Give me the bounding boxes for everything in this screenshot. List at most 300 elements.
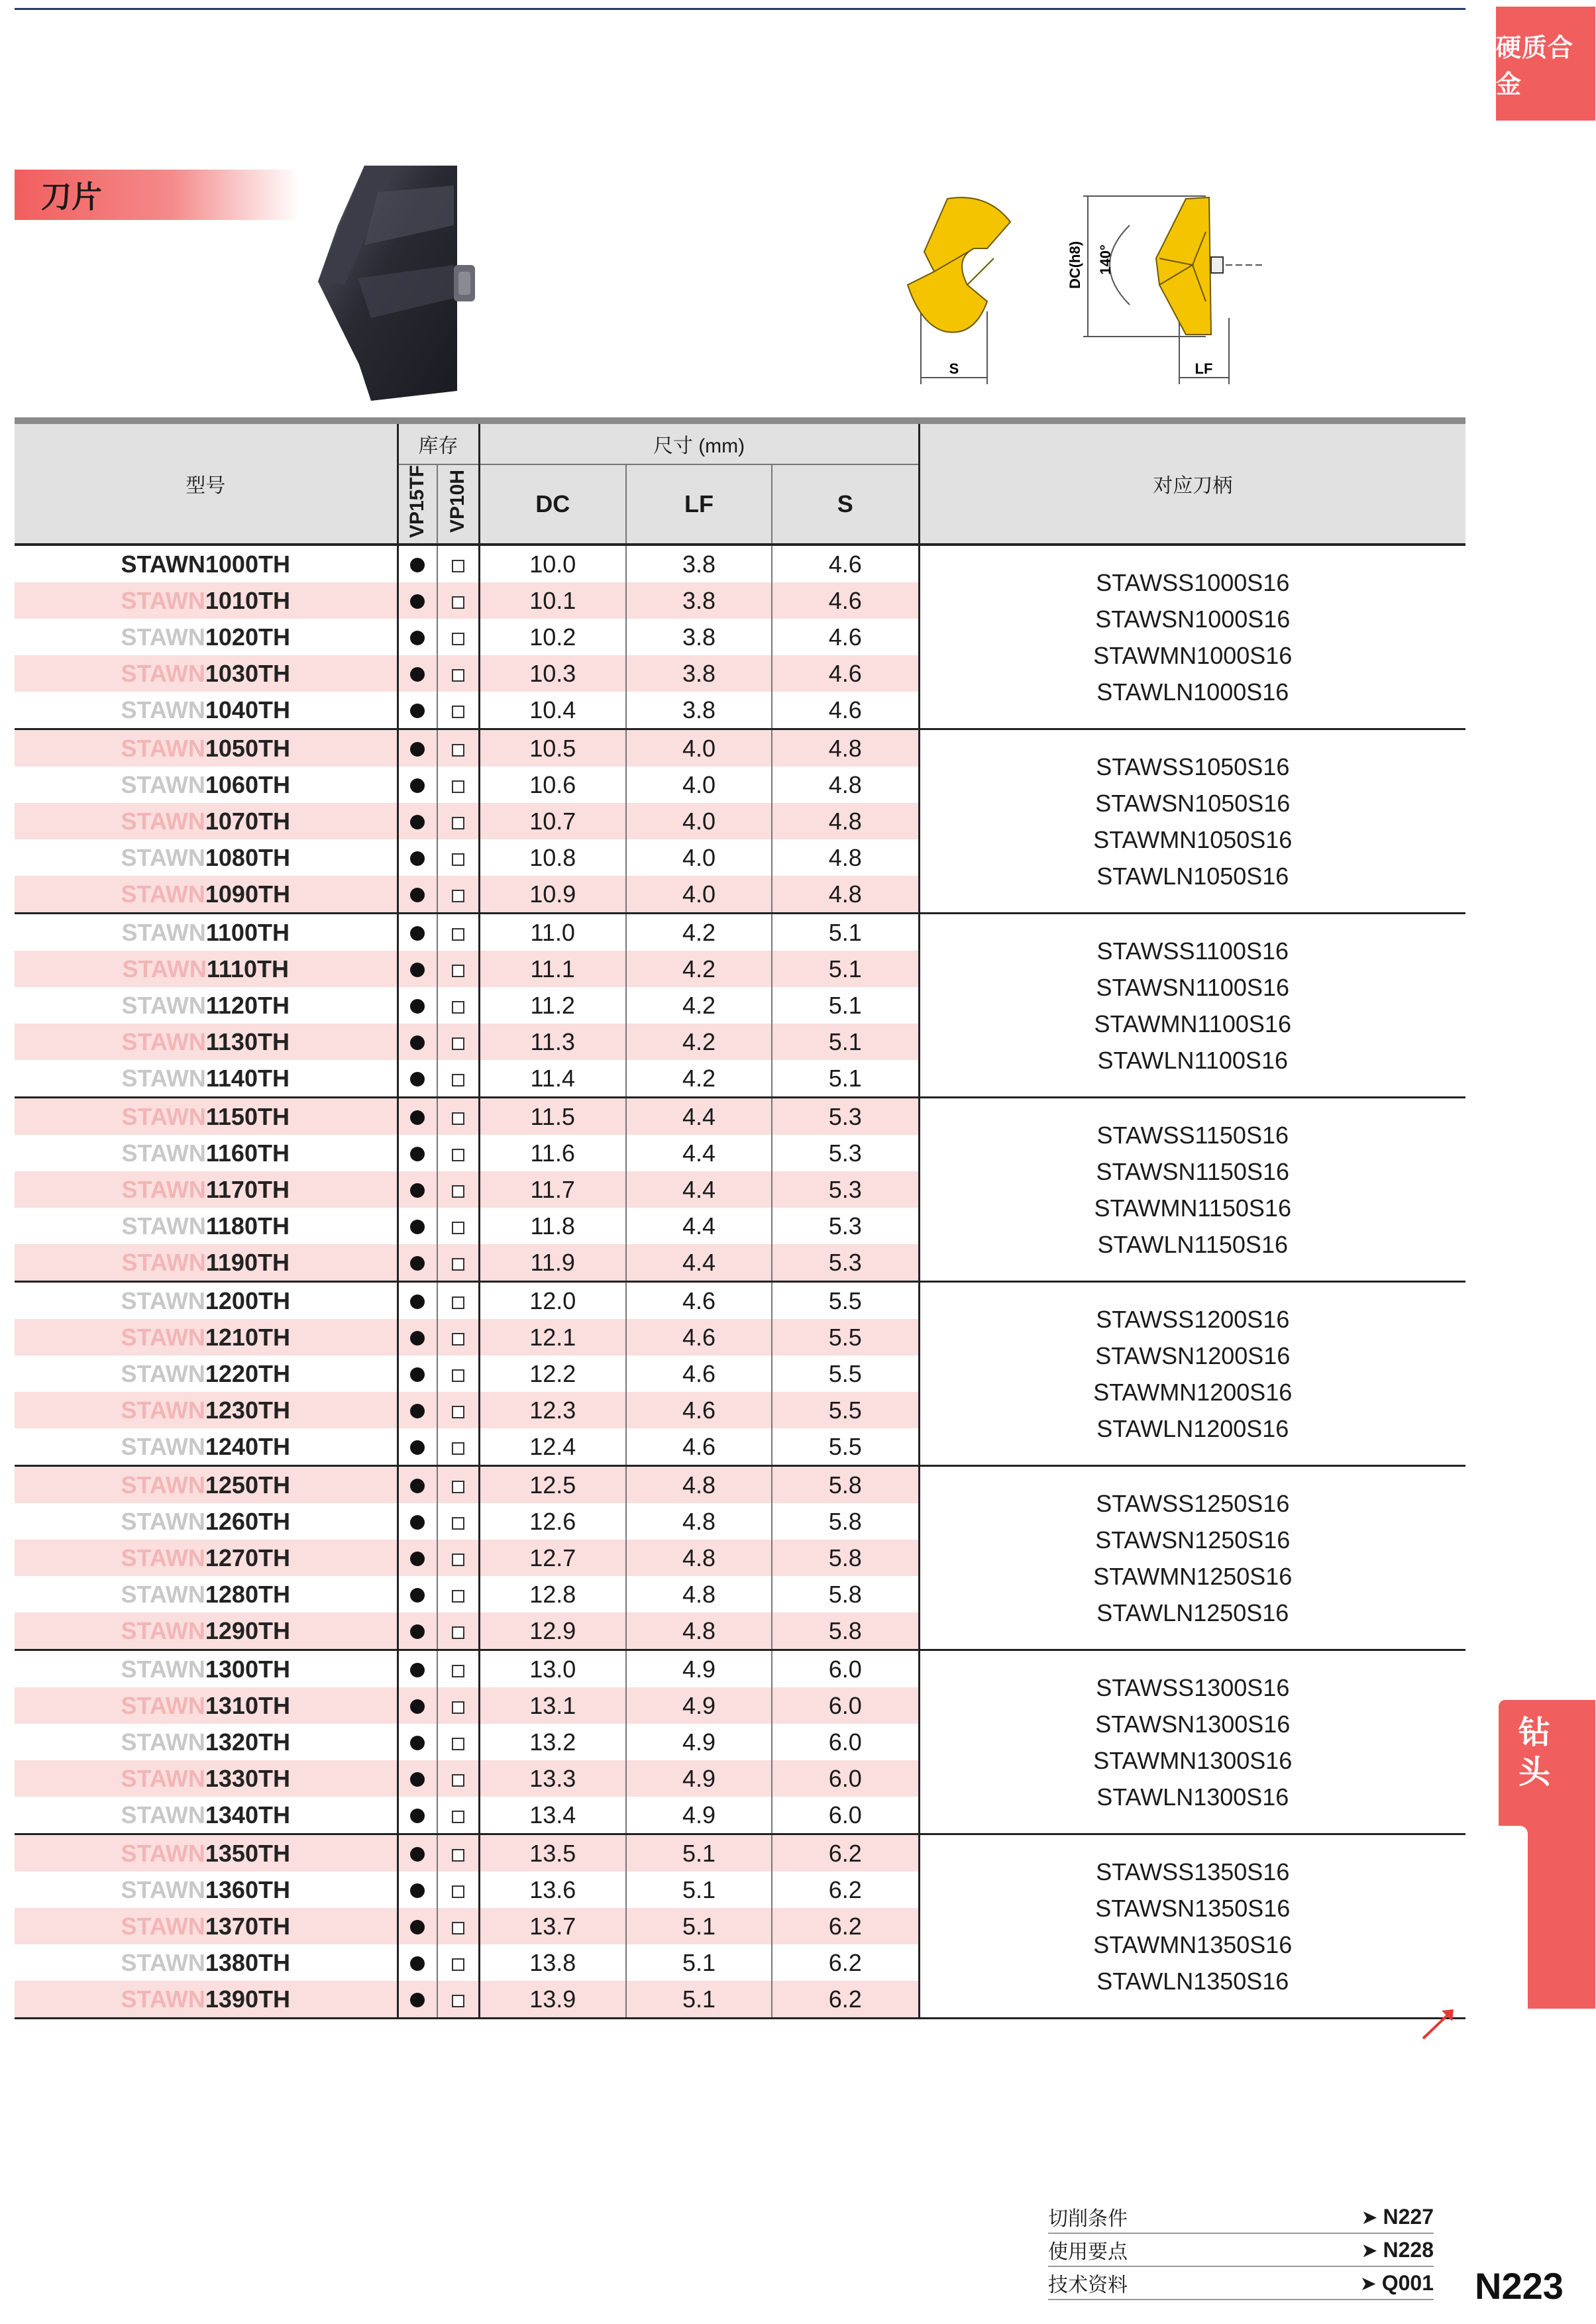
stock-vp15tf-cell xyxy=(398,1355,437,1392)
model-code: 1120TH xyxy=(205,991,290,1019)
model-cell xyxy=(15,1135,398,1171)
stock-vp10h-cell xyxy=(437,619,479,655)
holder-cell xyxy=(919,914,1465,1098)
s-cell: 5.1 xyxy=(772,1024,919,1060)
stock-vp15tf-cell xyxy=(398,729,437,767)
diagram-dc-label: DC(h8) xyxy=(1067,240,1083,290)
model-prefix: STAWN xyxy=(121,1139,206,1167)
stock-vp15tf-cell xyxy=(398,1244,437,1282)
holder-cell xyxy=(919,545,1465,729)
in-stock-dot-icon xyxy=(410,1624,425,1639)
side-tab-carbide-label: 硬质合金 xyxy=(1496,34,1574,99)
s-cell: 4.6 xyxy=(772,692,919,729)
s-cell: 6.0 xyxy=(772,1687,919,1724)
stock-vp10h-cell xyxy=(437,1760,479,1797)
holder-name: STAWSS1050S16 xyxy=(1096,753,1290,780)
reference-row[interactable] xyxy=(1048,2267,1434,2300)
stock-vp15tf-cell xyxy=(398,1208,437,1244)
on-order-square-icon xyxy=(452,1922,464,1934)
s-cell: 6.2 xyxy=(772,1834,919,1872)
model-cell xyxy=(15,839,398,876)
stock-vp10h-cell xyxy=(437,1392,479,1428)
in-stock-dot-icon xyxy=(410,1220,425,1234)
dc-cell: 12.2 xyxy=(479,1355,626,1392)
holder-name: STAWMN1100S16 xyxy=(1094,1010,1291,1037)
model-cell xyxy=(15,1466,398,1504)
stock-vp15tf-cell xyxy=(398,987,437,1024)
lf-cell: 4.2 xyxy=(626,987,772,1024)
model-prefix: STAWN xyxy=(121,1432,205,1460)
holder-name: STAWLN1250S16 xyxy=(1096,1599,1289,1626)
dc-cell: 10.7 xyxy=(479,803,626,839)
arrow-right-icon: ➤ xyxy=(1359,2272,1377,2295)
model-code: 1290TH xyxy=(205,1616,290,1644)
holder-name: STAWSN1000S16 xyxy=(1095,605,1291,633)
holder-name: STAWMN1250S16 xyxy=(1093,1562,1293,1590)
lf-cell: 4.8 xyxy=(626,1540,772,1576)
model-code: 1380TH xyxy=(205,1948,290,1976)
stock-vp10h-cell xyxy=(437,1319,479,1355)
header-model: 型号 xyxy=(15,421,398,545)
s-cell: 4.6 xyxy=(772,655,919,692)
holder-name: STAWMN1300S16 xyxy=(1093,1746,1293,1774)
stock-vp10h-cell xyxy=(437,582,479,619)
model-cell xyxy=(15,1981,398,2019)
s-cell: 5.1 xyxy=(772,914,919,951)
stock-vp15tf-cell xyxy=(398,1834,437,1872)
model-cell xyxy=(15,1872,398,1908)
reference-list xyxy=(1048,2201,1434,2300)
stock-vp10h-cell xyxy=(437,987,479,1024)
side-tab-carbide[interactable] xyxy=(1496,7,1595,121)
insert-dimension-diagram xyxy=(894,185,1265,391)
stock-vp10h-cell xyxy=(437,803,479,839)
dc-cell: 13.8 xyxy=(479,1944,626,1981)
table-row xyxy=(15,1282,1465,1320)
holder-name: STAWSN1150S16 xyxy=(1096,1157,1289,1185)
in-stock-dot-icon xyxy=(410,1809,425,1823)
model-cell xyxy=(15,1540,398,1576)
in-stock-dot-icon xyxy=(410,1883,425,1898)
stock-vp10h-cell xyxy=(437,1540,479,1576)
on-order-square-icon xyxy=(452,1517,464,1530)
s-cell: 5.8 xyxy=(772,1503,919,1540)
model-code: 1340TH xyxy=(205,1801,290,1828)
s-cell: 5.1 xyxy=(772,1060,919,1098)
on-order-square-icon xyxy=(452,817,464,829)
on-order-square-icon xyxy=(452,1958,464,1971)
s-cell: 5.3 xyxy=(772,1135,919,1171)
model-prefix: STAWN xyxy=(121,1212,206,1240)
header-s: S xyxy=(772,464,919,545)
in-stock-dot-icon xyxy=(410,667,425,682)
model-prefix: STAWN xyxy=(122,955,207,982)
on-order-square-icon xyxy=(452,744,464,757)
stock-vp15tf-cell xyxy=(398,1171,437,1208)
header-grade-vp15tf: VP15TF xyxy=(406,465,429,539)
in-stock-dot-icon xyxy=(410,1920,425,1934)
dc-cell: 12.8 xyxy=(479,1576,626,1612)
stock-vp15tf-cell xyxy=(398,1724,437,1760)
model-code: 1210TH xyxy=(205,1323,290,1351)
model-prefix: STAWN xyxy=(121,1064,206,1092)
on-order-square-icon xyxy=(452,1074,464,1086)
s-cell: 5.5 xyxy=(772,1282,919,1320)
on-order-square-icon xyxy=(452,1406,464,1418)
stock-vp10h-cell xyxy=(437,1282,479,1320)
holder-name: STAWMN1350S16 xyxy=(1093,1930,1293,1958)
model-cell xyxy=(15,655,398,692)
dc-cell: 13.5 xyxy=(479,1834,626,1872)
on-order-square-icon xyxy=(452,1665,464,1677)
model-code: 1130TH xyxy=(205,1028,290,1055)
in-stock-dot-icon xyxy=(410,1035,425,1050)
stock-vp10h-cell xyxy=(437,1724,479,1760)
model-cell xyxy=(15,1612,398,1650)
dc-cell: 10.2 xyxy=(479,619,626,655)
stock-vp10h-cell xyxy=(437,1171,479,1208)
stock-vp15tf-cell xyxy=(398,1981,437,2019)
stock-vp15tf-cell xyxy=(398,914,437,951)
stock-vp10h-cell xyxy=(437,1981,479,2019)
dc-cell: 11.6 xyxy=(479,1135,626,1171)
stock-vp15tf-cell xyxy=(398,1944,437,1981)
arrow-right-icon: ➤ xyxy=(1361,2206,1378,2229)
stock-vp15tf-cell xyxy=(398,839,437,876)
stock-vp10h-cell xyxy=(437,876,479,914)
model-cell xyxy=(15,1392,398,1428)
stock-vp10h-cell xyxy=(437,839,479,876)
model-prefix: STAWN xyxy=(121,1839,205,1867)
model-cell xyxy=(15,1724,398,1760)
model-code: 1030TH xyxy=(205,659,290,687)
model-code: 1370TH xyxy=(205,1912,290,1940)
s-cell: 5.5 xyxy=(772,1392,919,1428)
holder-cell xyxy=(919,1650,1465,1834)
model-code: 1060TH xyxy=(205,770,290,798)
dc-cell: 10.6 xyxy=(479,766,626,803)
on-order-square-icon xyxy=(452,1995,464,2007)
in-stock-dot-icon xyxy=(410,1440,425,1455)
dc-cell: 12.5 xyxy=(479,1466,626,1504)
model-prefix: STAWN xyxy=(121,1948,205,1976)
model-code: 1250TH xyxy=(205,1471,290,1499)
stock-vp15tf-cell xyxy=(398,1612,437,1650)
stock-vp15tf-cell xyxy=(398,1540,437,1576)
s-cell: 5.5 xyxy=(772,1355,919,1392)
dc-cell: 12.9 xyxy=(479,1612,626,1650)
model-code: 1230TH xyxy=(205,1396,290,1424)
stock-vp15tf-cell xyxy=(398,1872,437,1908)
model-code: 1070TH xyxy=(205,807,290,835)
dc-cell: 11.4 xyxy=(479,1060,626,1098)
model-code: 1110TH xyxy=(206,955,289,982)
lf-cell: 4.0 xyxy=(626,803,772,839)
lf-cell: 4.8 xyxy=(626,1466,772,1504)
stock-vp10h-cell xyxy=(437,729,479,767)
in-stock-dot-icon xyxy=(410,1699,425,1714)
model-prefix: STAWN xyxy=(121,1580,205,1608)
on-order-square-icon xyxy=(452,1811,464,1823)
model-prefix: STAWN xyxy=(121,1728,205,1756)
model-code: 1300TH xyxy=(205,1655,290,1683)
model-code: 1190TH xyxy=(205,1248,290,1276)
lf-cell: 4.2 xyxy=(626,1024,772,1060)
holder-cell xyxy=(919,1834,1465,2019)
model-code: 1270TH xyxy=(205,1544,290,1571)
on-order-square-icon xyxy=(452,1590,464,1603)
stock-vp15tf-cell xyxy=(398,1908,437,1944)
side-tab-drill[interactable] xyxy=(1499,1700,1595,2009)
model-cell xyxy=(15,1944,398,1981)
stock-vp10h-cell xyxy=(437,1503,479,1540)
stock-vp15tf-cell xyxy=(398,1428,437,1466)
model-code: 1350TH xyxy=(205,1839,290,1867)
dc-cell: 10.8 xyxy=(479,839,626,876)
in-stock-dot-icon xyxy=(410,999,425,1014)
on-order-square-icon xyxy=(452,1885,464,1898)
s-cell: 5.3 xyxy=(772,1098,919,1136)
dc-cell: 12.4 xyxy=(479,1428,626,1466)
dc-cell: 13.7 xyxy=(479,1908,626,1944)
model-prefix: STAWN xyxy=(121,1359,205,1387)
holder-name: STAWLN1300S16 xyxy=(1096,1783,1289,1811)
stock-vp10h-cell xyxy=(437,1908,479,1944)
lf-cell: 3.8 xyxy=(626,545,772,582)
model-cell xyxy=(15,1024,398,1060)
dc-cell: 10.5 xyxy=(479,729,626,767)
s-cell: 6.0 xyxy=(772,1797,919,1834)
in-stock-dot-icon xyxy=(410,631,425,645)
model-cell xyxy=(15,1319,398,1355)
on-order-square-icon xyxy=(452,1481,464,1493)
dc-cell: 11.1 xyxy=(479,951,626,987)
dc-cell: 13.3 xyxy=(479,1760,626,1797)
dc-cell: 11.2 xyxy=(479,987,626,1024)
s-cell: 6.2 xyxy=(772,1981,919,2019)
on-order-square-icon xyxy=(452,706,464,718)
model-code: 1180TH xyxy=(205,1212,290,1240)
holder-name: STAWSS1350S16 xyxy=(1096,1858,1290,1885)
reference-label: 技术资料 xyxy=(1048,2274,1128,2296)
s-cell: 5.5 xyxy=(772,1319,919,1355)
stock-vp10h-cell xyxy=(437,766,479,803)
model-code: 1160TH xyxy=(205,1139,290,1167)
diagram-angle-label: 140° xyxy=(1097,244,1114,275)
in-stock-dot-icon xyxy=(410,963,425,977)
model-cell xyxy=(15,987,398,1024)
in-stock-dot-icon xyxy=(410,1479,425,1493)
lf-cell: 5.1 xyxy=(626,1872,772,1908)
s-cell: 5.8 xyxy=(772,1612,919,1650)
stock-vp10h-cell xyxy=(437,655,479,692)
dc-cell: 11.3 xyxy=(479,1024,626,1060)
holder-name: STAWMN1050S16 xyxy=(1093,825,1293,853)
holder-name: STAWSN1300S16 xyxy=(1095,1710,1291,1738)
in-stock-dot-icon xyxy=(410,1772,425,1787)
stock-vp10h-cell xyxy=(437,1098,479,1136)
table-row xyxy=(15,1098,1465,1136)
model-code: 1280TH xyxy=(205,1580,290,1608)
model-prefix: STAWN xyxy=(121,1028,206,1055)
on-order-square-icon xyxy=(452,890,464,902)
on-order-square-icon xyxy=(452,965,464,977)
section-title xyxy=(15,170,299,220)
in-stock-dot-icon xyxy=(410,1256,425,1271)
on-order-square-icon xyxy=(452,1296,464,1309)
diagram-lf-label: LF xyxy=(1195,360,1213,377)
model-cell xyxy=(15,729,398,767)
model-code: 1200TH xyxy=(205,1287,290,1314)
dc-cell: 13.2 xyxy=(479,1724,626,1760)
model-cell xyxy=(15,1908,398,1944)
stock-vp10h-cell xyxy=(437,1650,479,1688)
model-cell xyxy=(15,619,398,655)
in-stock-dot-icon xyxy=(410,1404,425,1418)
dc-cell: 11.7 xyxy=(479,1171,626,1208)
s-cell: 4.6 xyxy=(772,545,919,582)
stock-vp15tf-cell xyxy=(398,876,437,914)
model-code: 1330TH xyxy=(205,1764,290,1792)
model-cell xyxy=(15,1576,398,1612)
dc-cell: 13.4 xyxy=(479,1797,626,1834)
lf-cell: 4.0 xyxy=(626,729,772,767)
holder-cell xyxy=(919,729,1465,914)
lf-cell: 4.9 xyxy=(626,1760,772,1797)
s-cell: 4.8 xyxy=(772,729,919,767)
reference-page[interactable]: N228 xyxy=(1383,2237,1434,2262)
section-title-text: 刀片 xyxy=(41,180,102,214)
header-size: 尺寸 (mm) xyxy=(479,421,919,464)
model-cell xyxy=(15,1355,398,1392)
on-order-square-icon xyxy=(452,1626,464,1639)
header-holder: 对应刀柄 xyxy=(919,421,1465,545)
stock-vp10h-cell xyxy=(437,951,479,987)
stock-vp10h-cell xyxy=(437,1060,479,1098)
s-cell: 4.8 xyxy=(772,766,919,803)
dc-cell: 12.6 xyxy=(479,1503,626,1540)
stock-vp15tf-cell xyxy=(398,1060,437,1098)
model-cell xyxy=(15,1171,398,1208)
lf-cell: 4.4 xyxy=(626,1244,772,1282)
lf-cell: 3.8 xyxy=(626,692,772,729)
reference-row[interactable] xyxy=(1048,2201,1434,2234)
model-prefix: STAWN xyxy=(121,1471,205,1499)
in-stock-dot-icon xyxy=(410,1663,425,1677)
stock-vp15tf-cell xyxy=(398,1098,437,1136)
table-row xyxy=(15,1466,1465,1504)
model-prefix: STAWN xyxy=(121,807,205,835)
in-stock-dot-icon xyxy=(410,1331,425,1346)
lf-cell: 4.2 xyxy=(626,951,772,987)
dc-cell: 12.3 xyxy=(479,1392,626,1428)
lf-cell: 4.0 xyxy=(626,839,772,876)
stock-vp15tf-cell xyxy=(398,1024,437,1060)
dc-cell: 12.1 xyxy=(479,1319,626,1355)
lf-cell: 4.8 xyxy=(626,1612,772,1650)
in-stock-dot-icon xyxy=(410,1847,425,1862)
model-code: 1050TH xyxy=(205,734,290,762)
holder-cell xyxy=(919,1466,1465,1650)
dc-cell: 13.1 xyxy=(479,1687,626,1724)
stock-vp15tf-cell xyxy=(398,1650,437,1688)
stock-vp10h-cell xyxy=(437,1797,479,1834)
holder-name: STAWLN1000S16 xyxy=(1096,678,1289,706)
header-lf: LF xyxy=(626,464,772,545)
continue-arrow-icon xyxy=(1418,2004,1458,2044)
holder-name: STAWLN1350S16 xyxy=(1096,1967,1289,1995)
dc-cell: 12.0 xyxy=(479,1282,626,1320)
on-order-square-icon xyxy=(452,669,464,682)
model-code: 1260TH xyxy=(205,1507,290,1535)
stock-vp10h-cell xyxy=(437,1944,479,1981)
s-cell: 4.6 xyxy=(772,619,919,655)
reference-page[interactable]: Q001 xyxy=(1381,2270,1434,2295)
on-order-square-icon xyxy=(452,633,464,645)
dc-cell: 10.9 xyxy=(479,876,626,914)
reference-row[interactable] xyxy=(1048,2234,1434,2267)
model-code: 1220TH xyxy=(205,1359,290,1387)
insert-photo-icon xyxy=(318,166,477,401)
lf-cell: 4.6 xyxy=(626,1428,772,1466)
on-order-square-icon xyxy=(452,1554,464,1566)
on-order-square-icon xyxy=(452,1369,464,1382)
in-stock-dot-icon xyxy=(410,1993,425,2007)
header-dc: DC xyxy=(479,464,626,545)
model-cell xyxy=(15,1428,398,1466)
arrow-right-icon: ➤ xyxy=(1361,2239,1378,2262)
in-stock-dot-icon xyxy=(410,1367,425,1382)
in-stock-dot-icon xyxy=(410,1147,425,1161)
stock-vp15tf-cell xyxy=(398,619,437,655)
holder-name: STAWMN1150S16 xyxy=(1094,1194,1291,1222)
model-cell xyxy=(15,1244,398,1282)
stock-vp10h-cell xyxy=(437,1612,479,1650)
on-order-square-icon xyxy=(452,1849,464,1862)
dc-cell: 10.4 xyxy=(479,692,626,729)
holder-name: STAWLN1050S16 xyxy=(1096,862,1289,890)
diagram-s-label: S xyxy=(949,360,959,377)
stock-vp10h-cell xyxy=(437,1576,479,1612)
model-cell xyxy=(15,1834,398,1872)
lf-cell: 4.6 xyxy=(626,1392,772,1428)
stock-vp10h-cell xyxy=(437,1355,479,1392)
in-stock-dot-icon xyxy=(410,1956,425,1971)
model-prefix: STAWN xyxy=(121,1323,205,1351)
model-code: 1010TH xyxy=(205,586,290,614)
model-cell xyxy=(15,1208,398,1244)
model-code: 1150TH xyxy=(205,1102,290,1130)
s-cell: 6.2 xyxy=(772,1944,919,1981)
model-prefix: STAWN xyxy=(121,1801,205,1828)
holder-cell xyxy=(919,1282,1465,1466)
holder-name: STAWSN1200S16 xyxy=(1095,1342,1291,1369)
reference-page[interactable]: N227 xyxy=(1383,2204,1434,2229)
reference-label: 使用要点 xyxy=(1048,2241,1128,2263)
lf-cell: 4.4 xyxy=(626,1098,772,1136)
on-order-square-icon xyxy=(452,1185,464,1198)
holder-name: STAWLN1150S16 xyxy=(1097,1230,1288,1258)
on-order-square-icon xyxy=(452,853,464,866)
holder-name: STAWMN1200S16 xyxy=(1093,1378,1293,1406)
on-order-square-icon xyxy=(452,1258,464,1271)
in-stock-dot-icon xyxy=(410,558,425,572)
lf-cell: 4.6 xyxy=(626,1319,772,1355)
model-prefix: STAWN xyxy=(121,1691,205,1719)
on-order-square-icon xyxy=(452,1701,464,1714)
dc-cell: 11.8 xyxy=(479,1208,626,1244)
holder-name: STAWSN1100S16 xyxy=(1096,973,1289,1001)
